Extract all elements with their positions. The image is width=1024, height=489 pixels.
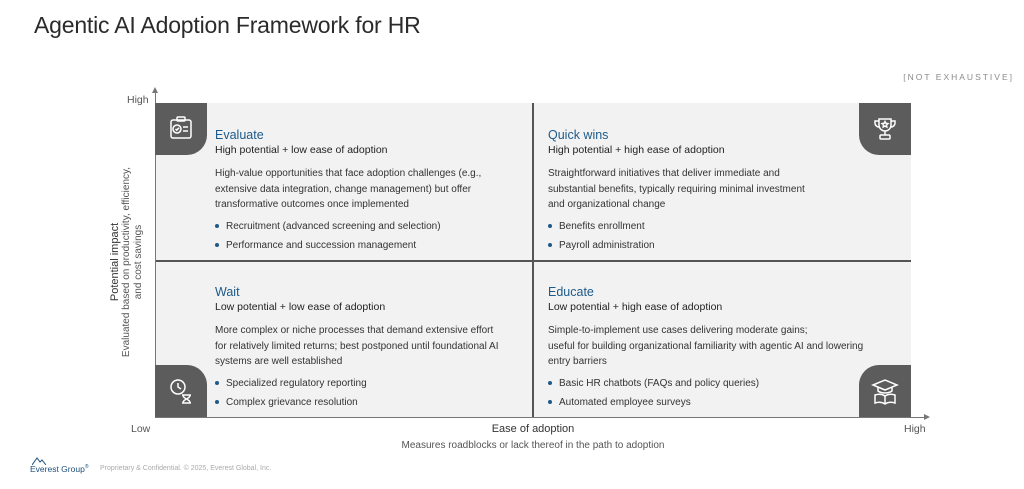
description-line: entry barriers: [548, 356, 607, 367]
quadrant-description: [548, 166, 868, 213]
y-axis-title: [109, 167, 145, 357]
y-axis-subtitle-line1: Evaluated based on productivity, efficiency,: [121, 166, 132, 358]
quadrant-description: [548, 323, 898, 370]
description-line: systems are well established: [215, 356, 343, 367]
quadrant-bullets: [548, 217, 868, 255]
x-axis-high-label: High: [904, 423, 926, 435]
quadrant-title: Wait: [215, 285, 240, 299]
trophy-icon: [859, 103, 911, 155]
quadrant-bullets: [548, 374, 898, 412]
y-axis-arrow-icon: [152, 87, 158, 93]
quadrant-subtitle: Low potential + high ease of adoption: [548, 301, 723, 313]
everest-logo-text: Everest Group: [30, 464, 85, 474]
description-line: Straightforward initiatives that deliver immediate and: [548, 168, 780, 179]
quadrant-title: Quick wins: [548, 128, 609, 142]
not-exhaustive-tag: [NOT EXHAUSTIVE]: [903, 72, 1014, 82]
page-title: Agentic AI Adoption Framework for HR: [34, 12, 421, 38]
description-line: useful for building organizational familiarity with agentic AI and lowering: [548, 340, 864, 352]
quadrant-description: [215, 166, 535, 213]
quadrant-evaluate: [215, 128, 535, 255]
description-line: for relatively limited returns; best postponed until foundational AI: [215, 340, 499, 352]
bullet-item: Basic HR chatbots (FAQs and policy queries): [548, 374, 898, 393]
quadrant-title: Evaluate: [215, 128, 264, 142]
bullet-item: Recruitment (advanced screening and selection): [215, 217, 535, 236]
everest-logo-registered: ®: [84, 464, 89, 471]
x-axis-arrow-icon: [924, 414, 930, 420]
evaluation-checklist-icon: [155, 103, 207, 155]
description-line: transformative outcomes once implemented: [215, 199, 409, 210]
quadrant-subtitle: Low potential + low ease of adoption: [215, 301, 386, 313]
quadrant-title: Educate: [548, 285, 594, 299]
x-axis-line: [155, 417, 925, 418]
graduation-cap-book-icon: [859, 365, 911, 417]
description-line: High-value opportunities that face adoption challenges (e.g.,: [215, 168, 482, 179]
quadrant-subtitle: High potential + low ease of adoption: [215, 144, 388, 156]
description-line: extensive data integration, change management) but offer: [215, 183, 472, 195]
quadrant-bullets: [215, 217, 535, 255]
footer-copyright: Proprietary & Confidential. © 2025, Everest Global, Inc.: [100, 465, 272, 472]
x-axis-title: Ease of adoption: [491, 423, 575, 435]
horizontal-divider: [155, 260, 911, 262]
bullet-item: Benefits enrollment: [548, 217, 868, 236]
quadrant-description: [215, 323, 535, 370]
bullet-item: Payroll administration: [548, 236, 868, 255]
x-axis-subtitle: Measures roadblocks or lack thereof in the path to adoption: [401, 440, 665, 451]
quadrant-wait: [215, 285, 535, 412]
quadrant-subtitle: High potential + high ease of adoption: [548, 144, 725, 156]
y-axis-high-label: High: [127, 94, 149, 106]
description-line: substantial benefits, typically requiring minimal investment: [548, 183, 805, 195]
bullet-item: Automated employee surveys: [548, 393, 898, 412]
y-axis-subtitle-line2: and cost savings: [133, 224, 144, 300]
quadrant-bullets: [215, 374, 535, 412]
x-axis-low-label: Low: [131, 423, 151, 435]
clock-hourglass-icon: [155, 365, 207, 417]
description-line: Simple-to-implement use cases delivering moderate gains;: [548, 325, 808, 336]
bullet-item: Complex grievance resolution: [215, 393, 535, 412]
quadrant-quick-wins: [548, 128, 868, 255]
bullet-item: Performance and succession management: [215, 236, 535, 255]
bullet-item: Specialized regulatory reporting: [215, 374, 535, 393]
description-line: and organizational change: [548, 199, 666, 210]
everest-logo: [30, 464, 89, 474]
description-line: More complex or niche processes that demand extensive effort: [215, 325, 494, 336]
quadrant-educate: [548, 285, 898, 412]
y-axis-title-main: Potential impact: [109, 222, 121, 302]
